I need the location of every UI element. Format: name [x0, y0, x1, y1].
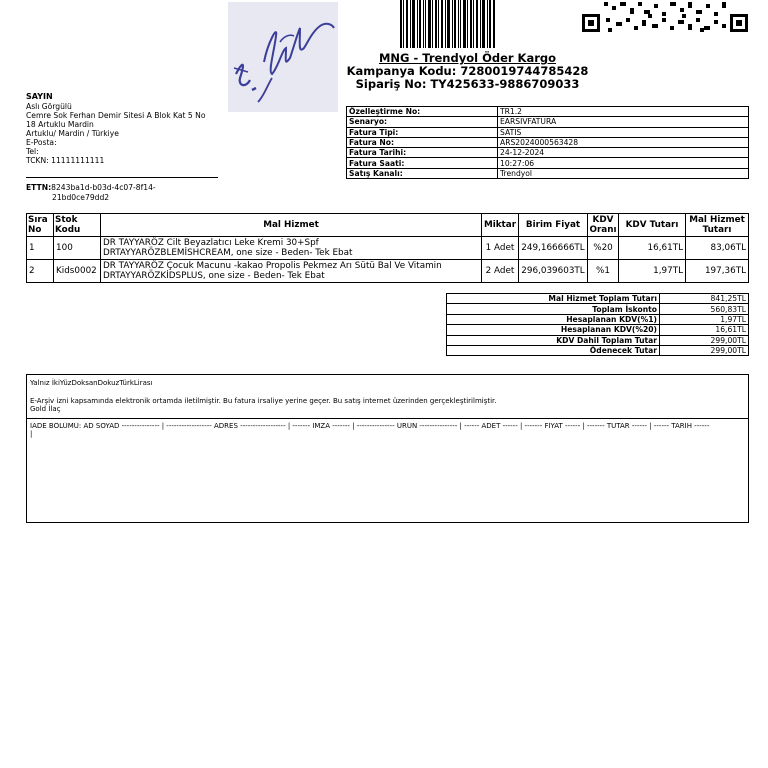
- signature-image: [228, 2, 338, 112]
- desc-line-1: DR TAYYARÖZ Çocuk Macunu -kakao Propolis Pekmez Arı Sütü Bal Ve Vitamin: [103, 261, 442, 271]
- col-mal-hizmet: Mal Hizmet: [101, 214, 482, 237]
- cell-kdv-tutari: 16,61TL: [619, 237, 686, 260]
- ettn-label: ETTN:: [26, 183, 52, 192]
- info-value: TR1.2: [498, 107, 749, 117]
- info-row: [347, 137, 749, 147]
- total-row: [447, 335, 749, 345]
- col-mal-tutari: Mal Hizmet Tutarı: [686, 214, 749, 237]
- order-number: Sipariş No: TY425633-9886709033: [355, 77, 580, 91]
- info-key: Fatura No:: [347, 137, 498, 147]
- ettn: [26, 183, 226, 202]
- buyer-address-1: Cemre Sok Ferhan Demir Sitesi A Blok Kat 5 No: [26, 111, 206, 120]
- cargo-header: [340, 52, 595, 91]
- info-value: EARSIVFATURA: [498, 117, 749, 127]
- cell-tutar: 83,06TL: [686, 237, 749, 260]
- cell-stok: Kids0002: [54, 260, 101, 283]
- table-row: [27, 260, 749, 283]
- qr-code: [582, 0, 750, 34]
- invoice-info-table: [346, 106, 749, 179]
- info-row: [347, 158, 749, 168]
- info-row: [347, 148, 749, 158]
- total-value: 299,00TL: [660, 335, 749, 345]
- info-value: Trendyol: [498, 168, 749, 178]
- total-row: [447, 345, 749, 355]
- desc-line-1: DR TAYYARÖZ Cilt Beyazlatıcı Leke Kremi 30+Spf: [103, 238, 319, 248]
- cell-sira: 1: [27, 237, 54, 260]
- info-row: [347, 127, 749, 137]
- total-value: 1,97TL: [660, 314, 749, 324]
- info-key: Özelleştirme No:: [347, 107, 498, 117]
- text-cursor: |: [30, 430, 33, 438]
- cargo-company: MNG - Trendyol Öder Kargo: [378, 51, 557, 65]
- info-row: [347, 117, 749, 127]
- earsiv-note: E-Arşiv izni kapsamında elektronik ortamda iletilmiştir. Bu fatura irsaliye yerine geçer. Bu satış internet üzerinden gerçekleştirilmiştir.: [30, 396, 497, 405]
- cell-birim-fiyat: 296,039603TL: [519, 260, 588, 283]
- desc-line-2: DRTAYYARÖZBLEMİSHCREAM, one size - Beden- Tek Ebat: [103, 248, 353, 258]
- col-kdv-orani: KDV Oranı: [589, 215, 617, 235]
- total-key: Toplam İskonto: [447, 304, 660, 314]
- col-birim-fiyat: Birim Fiyat: [519, 214, 588, 237]
- totals-table: [446, 293, 749, 356]
- total-value: 299,00TL: [660, 345, 749, 355]
- items-table: [26, 213, 749, 283]
- cell-mal-hizmet: [101, 260, 482, 283]
- return-section: [27, 419, 748, 439]
- buyer-email: E-Posta:: [26, 138, 57, 147]
- buyer-title: SAYIN: [26, 92, 53, 101]
- ettn-value-2: 21bd0ce79dd2: [52, 192, 110, 202]
- buyer-tel: Tel:: [26, 147, 39, 156]
- total-key: Ödenecek Tutar: [447, 345, 660, 355]
- buyer-address-3: Artuklu/ Mardin / Türkiye: [26, 129, 119, 138]
- return-fields: İADE BÖLÜMÜ: AD SOYAD --------------- | ------------------ ADRES ------------------ | ------- İMZA ------- | --------------- ÜRÜN --------------- | ------ ADET ------ | ------- FİYAT ------ | ------- TUTAR ------ | ------ TARİH ------: [30, 421, 710, 430]
- cell-mal-hizmet: [101, 237, 482, 260]
- ettn-value-1: 8243ba1d-b03d-4c07-8f14-: [51, 183, 156, 192]
- seller-name: Gold İlaç: [30, 405, 61, 413]
- notes-box: [26, 374, 749, 523]
- info-key: Satış Kanalı:: [347, 168, 498, 178]
- info-value: 24-12-2024: [498, 148, 749, 158]
- desc-line-2: DRTAYYARÖZKİDSPLUS, one size - Beden- Tek Ebat: [103, 271, 325, 281]
- col-miktar: Miktar: [482, 214, 519, 237]
- items-header-row: [27, 214, 749, 237]
- total-row: [447, 325, 749, 335]
- total-value: 16,61TL: [660, 325, 749, 335]
- total-row: [447, 294, 749, 304]
- total-key: Mal Hizmet Toplam Tutarı: [447, 294, 660, 304]
- info-key: Fatura Saati:: [347, 158, 498, 168]
- buyer-divider: [26, 177, 218, 178]
- cell-kdv-orani: %20: [588, 237, 619, 260]
- total-key: KDV Dahil Toplam Tutar: [447, 335, 660, 345]
- info-key: Fatura Tarihi:: [347, 148, 498, 158]
- cell-stok: 100: [54, 237, 101, 260]
- total-value: 560,83TL: [660, 304, 749, 314]
- info-row: [347, 107, 749, 117]
- cell-tutar: 197,36TL: [686, 260, 749, 283]
- info-value: ARS2024000563428: [498, 137, 749, 147]
- info-key: Fatura Tipi:: [347, 127, 498, 137]
- cell-miktar: 1 Adet: [482, 237, 519, 260]
- total-value: 841,25TL: [660, 294, 749, 304]
- total-key: Hesaplanan KDV(%20): [447, 325, 660, 335]
- buyer-name: Aslı Görgülü: [26, 102, 72, 111]
- total-key: Hesaplanan KDV(%1): [447, 314, 660, 324]
- col-sira: Sıra No: [27, 214, 54, 237]
- table-row: [27, 237, 749, 260]
- info-key: Senaryo:: [347, 117, 498, 127]
- info-row: [347, 168, 749, 178]
- info-value: SATIS: [498, 127, 749, 137]
- col-kdv-tutari: KDV Tutarı: [619, 214, 686, 237]
- info-value: 10:27:06: [498, 158, 749, 168]
- campaign-code: Kampanya Kodu: 7280019744785428: [346, 64, 589, 78]
- cell-kdv-tutari: 1,97TL: [619, 260, 686, 283]
- buyer-address-2: 18 Artuklu Mardin: [26, 120, 94, 129]
- total-row: [447, 314, 749, 324]
- cell-kdv-orani: %1: [588, 260, 619, 283]
- total-row: [447, 304, 749, 314]
- col-stok: Stok Kodu: [54, 214, 101, 237]
- cell-sira: 2: [27, 260, 54, 283]
- cell-miktar: 2 Adet: [482, 260, 519, 283]
- cell-birim-fiyat: 249,166666TL: [519, 237, 588, 260]
- buyer-tckn: TCKN: 11111111111: [26, 156, 105, 165]
- buyer-info: [26, 92, 226, 165]
- barcode: [400, 0, 495, 48]
- amount-in-words: Yalnız İkiYüzDoksanDokuzTürkLirası: [30, 379, 153, 387]
